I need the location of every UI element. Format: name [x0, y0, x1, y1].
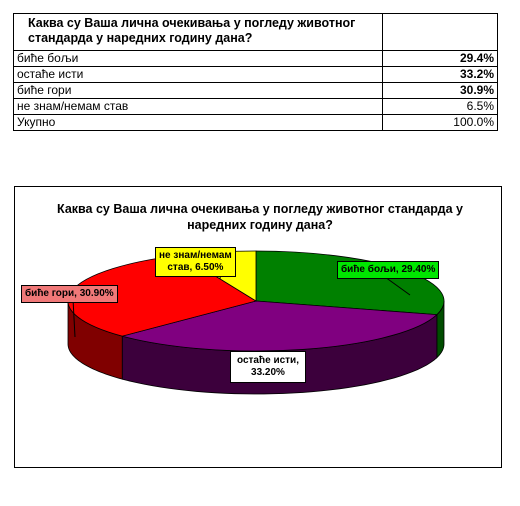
row-value: 29.4% — [383, 51, 498, 67]
data-label-line: остаће исти, — [237, 355, 299, 366]
row-value: 33.2% — [383, 67, 498, 83]
data-label-line: став, 6.50% — [167, 262, 224, 273]
data-label-better: биће бољи, 29.40% — [337, 261, 439, 279]
table-row — [14, 67, 498, 83]
header-empty-cell — [383, 14, 498, 51]
survey-results-table — [13, 13, 498, 131]
row-label: биће бољи — [14, 51, 383, 67]
chart-title: Каква су Ваша лична очекивања у погледу животног стандарда у наредних годину дана? — [57, 202, 463, 232]
row-value: 100.0% — [383, 115, 498, 131]
data-label-line: не знам/немам — [159, 250, 232, 261]
chart-frame — [14, 186, 502, 468]
data-label-worse: биће гори, 30.90% — [21, 285, 118, 303]
row-label: биће гори — [14, 83, 383, 99]
data-label-same — [230, 351, 306, 383]
table-row — [14, 51, 498, 67]
question-cell: Каква су Ваша лична очекивања у погледу животног стандарда у наредних годину дана? — [14, 14, 383, 51]
row-label: не знам/немам став — [14, 99, 383, 115]
table-total-row — [14, 115, 498, 131]
table-row — [14, 83, 498, 99]
row-label: Укупно — [14, 115, 383, 131]
table-row — [14, 99, 498, 115]
data-label-dont-know — [155, 247, 236, 277]
row-value: 6.5% — [383, 99, 498, 115]
data-label-line: 33.20% — [251, 367, 285, 378]
row-label: остаће исти — [14, 67, 383, 83]
row-value: 30.9% — [383, 83, 498, 99]
table-header-row — [14, 14, 498, 51]
